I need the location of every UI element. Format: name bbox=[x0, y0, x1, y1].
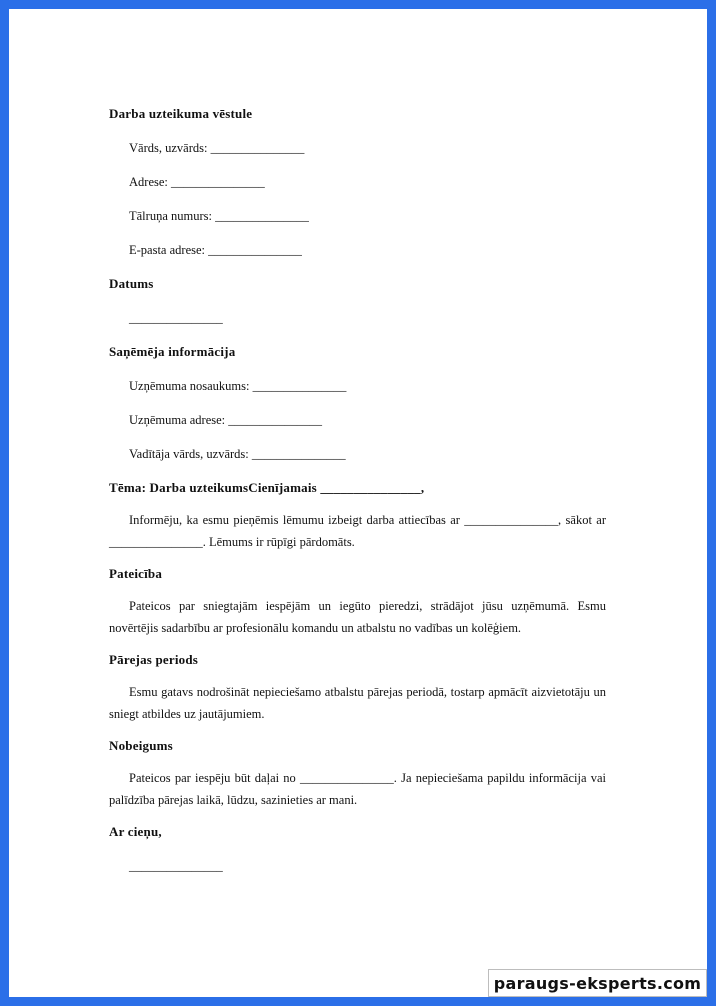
sender-email-line: E-pasta adrese: _______________ bbox=[129, 243, 302, 257]
recipient-company-address-line: Uzņēmuma adrese: _______________ bbox=[129, 413, 323, 427]
recipient-manager-line: Vadītāja vārds, uzvārds: _______________ bbox=[129, 447, 346, 461]
subject-heading: Tēma: Darba uzteikumsCienījamais _______________, bbox=[109, 480, 425, 495]
letter-content bbox=[109, 106, 606, 874]
gratitude-heading: Pateicība bbox=[109, 566, 163, 581]
document-page bbox=[9, 9, 707, 997]
signature-blank: _______________ bbox=[129, 859, 223, 873]
site-watermark: paraugs-eksperts.com bbox=[488, 969, 707, 997]
recipient-heading: Saņēmēja informācija bbox=[109, 344, 236, 359]
recipient-company-line: Uzņēmuma nosaukums: _______________ bbox=[129, 379, 347, 393]
sender-address-line: Adrese: _______________ bbox=[129, 175, 265, 189]
intro-paragraph: Informēju, ka esmu pieņēmis lēmumu izbeigt darba attiecības ar _______________, sākot ar _______________. Lēmums ir rūpīgi pārdomāts. bbox=[109, 513, 606, 549]
transition-paragraph: Esmu gatavs nodrošināt nepieciešamo atbalstu pārejas periodā, tostarp apmācīt aizvietotāju un sniegt atbildes uz jautājumiem. bbox=[109, 685, 606, 721]
closing-heading: Nobeigums bbox=[109, 738, 173, 753]
signoff-heading: Ar cieņu, bbox=[109, 824, 162, 839]
sender-phone-line: Tālruņa numurs: _______________ bbox=[129, 209, 309, 223]
closing-paragraph: Pateicos par iespēju būt daļai no _______________. Ja nepieciešama papildu informācija vai palīdzība pārejas laikā, lūdzu, sazinieties ar mani. bbox=[109, 771, 606, 807]
document-title: Darba uzteikuma vēstule bbox=[109, 106, 253, 121]
sender-name-line: Vārds, uzvārds: _______________ bbox=[129, 141, 305, 155]
date-heading: Datums bbox=[109, 276, 154, 291]
transition-heading: Pārejas periods bbox=[109, 652, 199, 667]
gratitude-paragraph: Pateicos par sniegtajām iespējām un iegūto pieredzi, strādājot jūsu uzņēmumā. Esmu novērtējis sadarbību ar profesionālu komandu un atbalstu no vadības un kolēģiem. bbox=[109, 599, 606, 635]
date-blank: _______________ bbox=[129, 311, 223, 325]
